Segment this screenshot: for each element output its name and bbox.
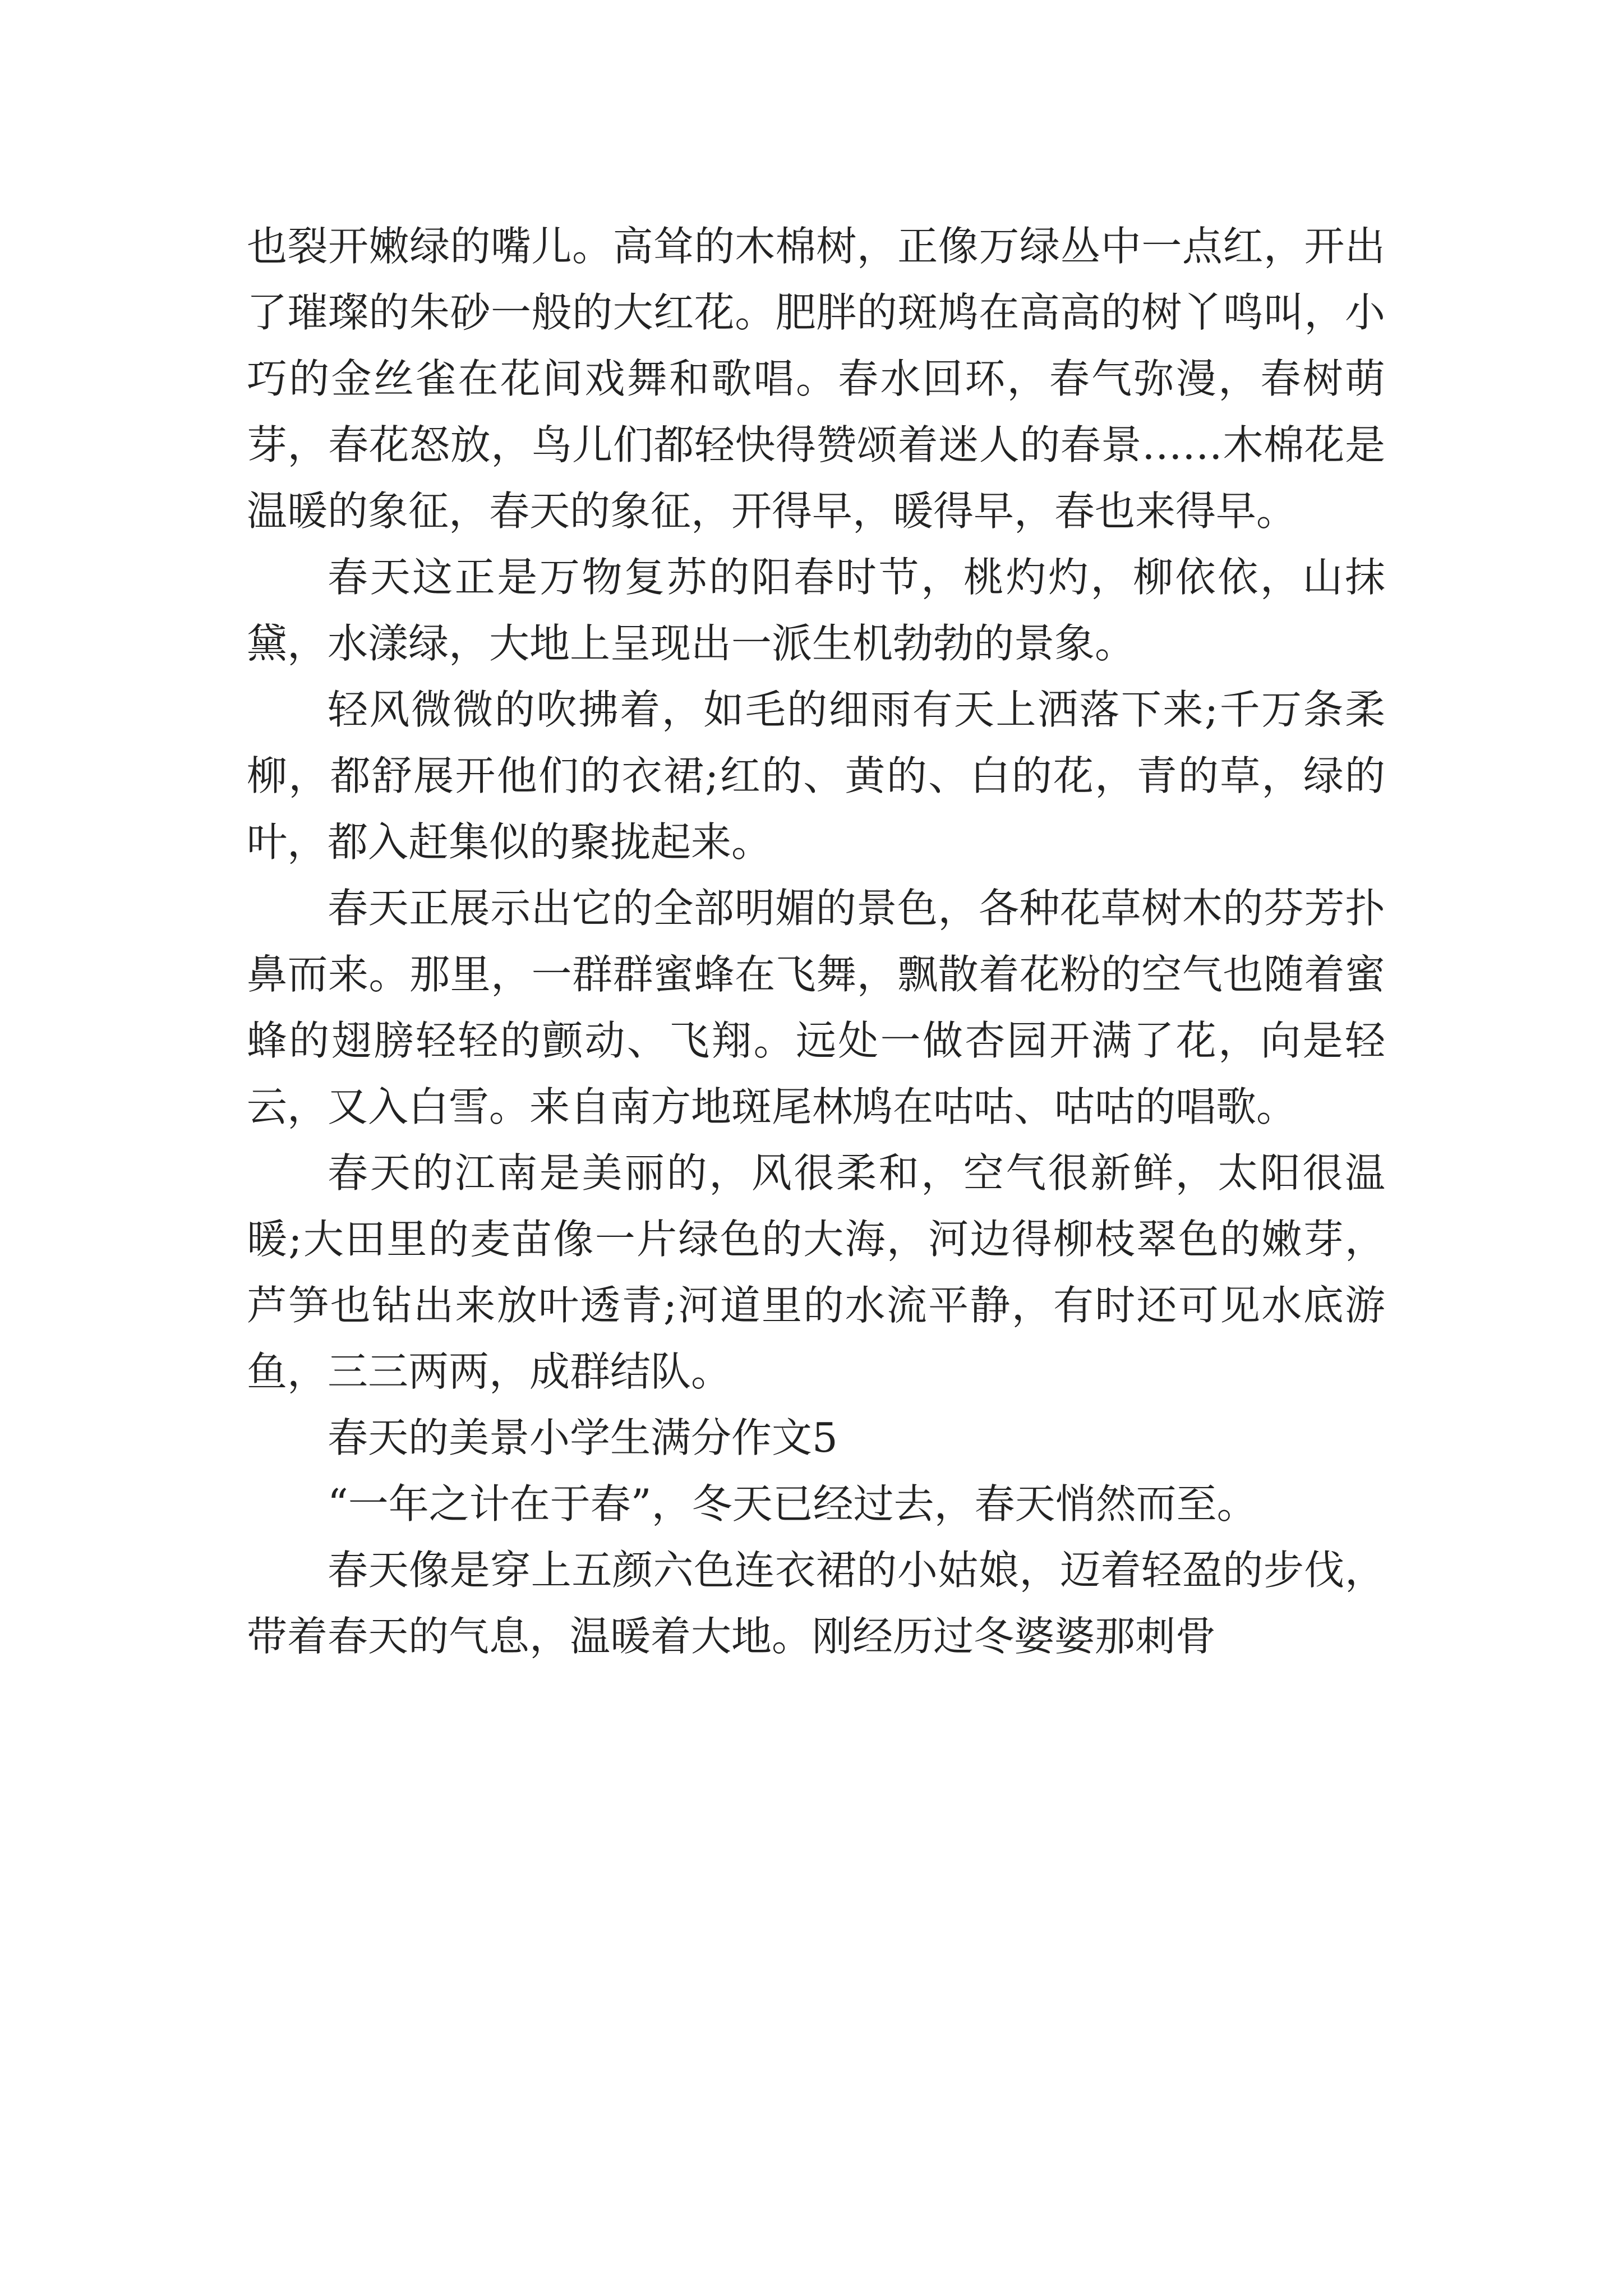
paragraph-6: “一年之计在于春”，冬天已经过去，春天悄然而至。 [328, 1480, 1257, 1527]
paragraph-1: 也裂开嫩绿的嘴儿。高耸的木棉树，正像万绿丛中一点红，开出了璀璨的朱砂一般的大红花。肥胖的斑鸠在高高的树丫鸣叫，小巧的金丝雀在花间戏舞和歌唱。春水回环，春气弥漫，春树萌芽，春花怒放，鸟儿们都轻快得赞颂着迷人的春景……木棉花是温暖的象征，春天的象征，开得早，暖得早，春也来得早。 [247, 223, 1385, 535]
paragraph-2: 春天这正是万物复苏的阳春时节，桃灼灼，柳依依，山抹黛，水漾绿，大地上呈现出一派生机勃勃的景象。 [247, 554, 1385, 667]
section-title: 春天的美景小学生满分作文5 [328, 1414, 838, 1461]
paragraph-7: 春天像是穿上五颜六色连衣裙的小姑娘，迈着轻盈的步伐，带着春天的气息，温暖着大地。刚经历过冬婆婆那刺骨 [247, 1547, 1385, 1660]
paragraph-4: 春天正展示出它的全部明媚的景色，各种花草树木的芬芳扑鼻而来。那里，一群群蜜蜂在飞舞，飘散着花粉的空气也随着蜜蜂的翅膀轻轻的颤动、飞翔。远处一做杏园开满了花，向是轻云，又入白雪。来自南方地斑尾林鸠在咕咕、咕咕的唱歌。 [247, 885, 1385, 1130]
document-body [247, 213, 1385, 1669]
paragraph-5: 春天的江南是美丽的，风很柔和，空气很新鲜，太阳很温暖;大田里的麦苗像一片绿色的大海，河边得柳枝翠色的嫩芽，芦笋也钻出来放叶透青;河道里的水流平静，有时还可见水底游鱼，三三两两，成群结队。 [247, 1149, 1385, 1395]
paragraph-3: 轻风微微的吹拂着，如毛的细雨有天上洒落下来;千万条柔柳，都舒展开他们的衣裙;红的、黄的、白的花，青的草，绿的叶，都入赶集似的聚拢起来。 [247, 686, 1385, 866]
